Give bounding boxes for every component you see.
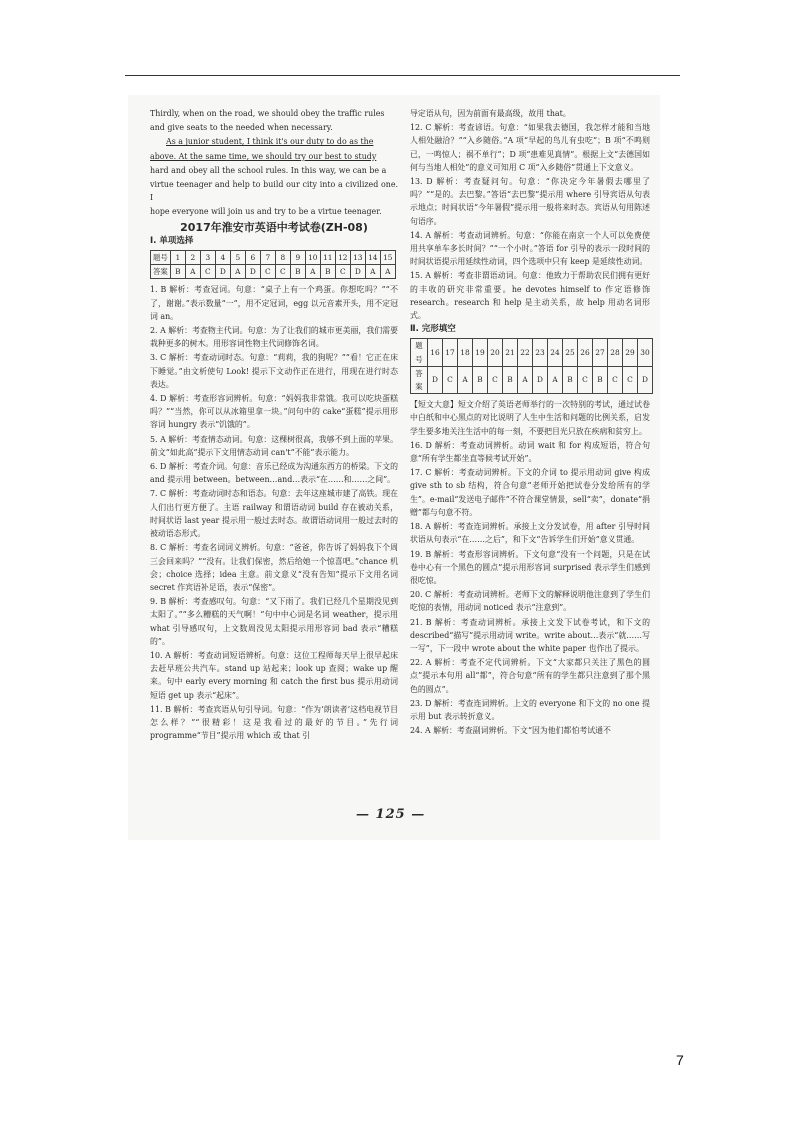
answer-cell: D <box>245 265 260 279</box>
answer-table-2 <box>410 338 653 394</box>
question-number: 11 <box>320 251 335 265</box>
right-column <box>410 107 650 738</box>
question-number: 10 <box>305 251 320 265</box>
explanation-item: 22. A 解析：考查不定代词辨析。下文“大家都只关注了黑色的圆点”提示本句用 all“都”，符合句意“所有的学生都只注意到了那个黑色的圆点”。 <box>410 658 650 694</box>
explanation-item: 16. D 解析：考查动词辨析。动词 wait 和 for 构成短语，符合句意“所有学生都坐直等候考试开始”。 <box>410 440 650 464</box>
question-number: 28 <box>608 339 623 366</box>
page-number: 7 <box>676 1052 684 1068</box>
question-number: 7 <box>260 251 275 265</box>
explanation-item: 9. B 解析：考查感叹句。句意：“又下雨了。我们已经几个星期没见到太阳了。”“多么糟糕的天气啊！”句中中心词是名词 weather，提示用 what 引导感叹句，上文数周没见太阳提示用形容词 bad 表示“糟糕的”。 <box>150 597 398 646</box>
essay-line: As a junior student, I think it's our duty to do as the <box>166 137 374 147</box>
explanation-item: 5. A 解析：考查情态动词。句意：这棵树很高，我够不到上面的苹果。前文“如此高”提示下文用情态动词 can't“不能”表示能力。 <box>150 434 398 457</box>
question-number: 8 <box>275 251 290 265</box>
answer-cell: C <box>335 265 350 279</box>
question-number: 25 <box>563 339 578 366</box>
explanation-item: 14. A 解析：考查动词辨析。句意：“你能在南京一个人可以免费使用共享单车多长时间？”“一个小时。”答语 for 引导的表示一段时间的时间状语提示用延续性动词，四个选项中只有 keep 是延续性动词。 <box>410 230 650 267</box>
answer-cell: C <box>578 366 593 393</box>
essay-line: virtue teenager and help to build our city into a civilized one. I <box>150 180 398 203</box>
explanation-item: 8. C 解析：考查名词词义辨析。句意：“爸爸，你告诉了妈妈我下个周三会回来吗？”“没有。让我们保密，然后给她一个惊喜吧。”chance 机会；choice 选择；idea 主意。前文意义“没有告知”提示下文用名词 secret 作宾语补足语，表示“保密”。 <box>150 543 398 592</box>
question-number: 4 <box>215 251 230 265</box>
question-number: 5 <box>230 251 245 265</box>
answer-cell: A <box>518 366 533 393</box>
explanation-item: 13. D 解析：考查疑问句。句意：“你决定今年暑假去哪里了吗？”“是的。去巴黎。”答语“去巴黎”提示用 where 引导宾语从句表示地点；时间状语“今年暑假”提示用一般将来时态。宾语从句用陈述句语序。 <box>410 177 650 226</box>
question-number: 17 <box>443 339 458 366</box>
answer-table-1 <box>150 250 396 279</box>
question-number: 15 <box>380 251 395 265</box>
explanation-item: 12. C 解析：考查谚语。句意：“如果我去德国，我怎样才能和当地人相处融洽？”“入乡随俗。”A 项“早起的鸟儿有虫吃”；B 项“不鸣则已，一鸣惊人；祸不单行”；D 项“患难见真情”。根据上文“去德国如何与当地人相处”的意义可知用 C 项“入乡随俗”贯通上下文意义。 <box>410 123 650 172</box>
question-number: 13 <box>350 251 365 265</box>
answer-cell: B <box>563 366 578 393</box>
explanation-item: 3. C 解析：考查动词时态。句意：“莉莉，我的狗呢？”“看！它正在床下睡觉。”由文析使句 Look! 提示下文动作正在进行，用现在进行时态表达。 <box>150 353 398 389</box>
table-header-answer: 答案 <box>411 366 428 393</box>
question-number: 30 <box>638 339 653 366</box>
answer-cell: A <box>380 265 395 279</box>
explanation-item: 21. B 解析：考查动词辨析。承接上文发下试卷考试，和下文的 described“描写”提示用动词 write。write about…表示“就……写一写”，下一段中 wrote about the white paper 也作出了提示。 <box>410 617 650 653</box>
explanation-item: 17. C 解析：考查动词辨析。下文的介词 to 提示用动词 give 构成 give sth to sb 结构，符合句意“老师开始把试卷分发给所有的学生”。e-mail“发送电子邮件”不符合课堂情景，sell“卖”，donate“捐赠”都与句意不符。 <box>410 468 650 517</box>
question-number: 3 <box>200 251 215 265</box>
essay-line: above. At the same time, we should try our best to study <box>150 151 377 161</box>
answer-cell: D <box>428 366 443 393</box>
explanation-item: 10. A 解析：考查动词短语辨析。句意：这位工程师每天早上很早起床去赶早班公共汽车。stand up 站起来；look up 查阅；wake up 醒来。句中 early every morning 和 catch the first bus 提示用动词短语 get up 表示“起床”。 <box>150 650 398 700</box>
answer-cell: B <box>473 366 488 393</box>
question-number: 20 <box>488 339 503 366</box>
explanation-item: 1. B 解析：考查冠词。句意：“桌子上有一个鸡蛋。你想吃吗？”“不了，谢谢。”表示数量“一”，用不定冠词，egg 以元音素开头，用不定冠词 an。 <box>150 285 398 321</box>
answer-cell: D <box>638 366 653 393</box>
answer-cell: A <box>185 265 200 279</box>
explanation-item: 6. D 解析：考查介词。句意：音乐已经成为沟通东西方的桥梁。下文的 and 提示用 between。between…and…表示“在……和……之间”。 <box>150 462 398 485</box>
explanation-item: 4. D 解析：考查形容词辨析。句意：“妈妈我非常饿。我可以吃块蛋糕吗？”“当然，你可以从冰箱里拿一块。”问句中的 cake“蛋糕”提示用形容词 hungry 表示“饥饿的”。 <box>150 394 398 430</box>
question-number: 1 <box>170 251 185 265</box>
answer-cell: D <box>533 366 548 393</box>
explanation-item: 18. A 解析：考查连词辨析。承接上文分发试卷，用 after 引导时间状语从句表示“在……之后”，和下文“告诉学生们开始”意义贯通。 <box>410 522 650 545</box>
answer-cell: B <box>320 265 335 279</box>
exam-title: 2017年淮安市英语中考试卷(ZH-08) <box>180 220 368 234</box>
essay-line: and give seats to the needed when necessary. <box>150 123 333 133</box>
question-number: 6 <box>245 251 260 265</box>
explanation-item: 11. B 解析：考查宾语从句引导词。句意：“作为‘朗读者’这档电视节目怎么样？”“很精彩！这是我看过的最好的节目。”先行词 programme“节目”提示用 which 或 that 引 <box>150 704 398 741</box>
answer-cell: B <box>170 265 185 279</box>
answer-cell: B <box>593 366 608 393</box>
question-number: 24 <box>548 339 563 366</box>
question-number: 19 <box>473 339 488 366</box>
question-number: 14 <box>365 251 380 265</box>
answer-cell: C <box>608 366 623 393</box>
answer-cell: A <box>305 265 320 279</box>
table-header-number: 题号 <box>151 251 171 265</box>
section-heading-cloze: Ⅱ. 完形填空 <box>410 324 456 335</box>
answer-cell: A <box>548 366 563 393</box>
answer-cell: A <box>230 265 245 279</box>
answer-cell: D <box>350 265 365 279</box>
answer-cell: C <box>275 265 290 279</box>
answer-cell: C <box>200 265 215 279</box>
answer-cell: C <box>443 366 458 393</box>
explanation-item: 7. C 解析：考查动词时态和语态。句意：去年这座城市建了高铁。现在人们出行更方便了。主语 railway 和谓语动词 build 存在被动关系，时间状语 last year 提示用一般过去时态。故谓语动词用一般过去时的被动语态形式。 <box>150 489 398 539</box>
explanation-item: 24. A 解析：考查副词辨析。下文“因为他们都怕考试通不 <box>410 726 611 736</box>
answer-cell: B <box>290 265 305 279</box>
answer-cell: D <box>215 265 230 279</box>
essay-line: Thirdly, when on the road, we should obey the traffic rules <box>150 109 385 118</box>
left-column <box>150 107 398 743</box>
inner-page-number: — 125 — <box>356 807 426 822</box>
essay-line: hope everyone will join us and try to be a virtue teenager. <box>150 207 382 217</box>
answer-cell: B <box>503 366 518 393</box>
scanned-answer-page <box>128 95 660 840</box>
explanation-item: 导定语从句，因为前面有最高级，故用 that。 <box>410 109 571 118</box>
answer-cell: C <box>260 265 275 279</box>
answer-cell: C <box>488 366 503 393</box>
question-number: 27 <box>593 339 608 366</box>
passage-summary: 【短文大意】短文介绍了英语老师举行的一次特别的考试，通过试卷中白纸和中心黑点的对比说明了人生中生活和问题的比例关系，启发学生要多地关注生活中的每一刻，不要把目光只放在疾病和贫穷上。 <box>410 400 650 436</box>
table-header-answer: 答案 <box>151 265 171 279</box>
question-number: 21 <box>503 339 518 366</box>
table-header-number: 题号 <box>411 339 428 366</box>
explanation-item: 19. B 解析：考查形容词辨析。下文句意“没有一个问题，只是在试卷中心有一个黑色的圆点”提示用形容词 surprised 表示学生们感到很吃惊。 <box>410 549 650 585</box>
section-heading-single-choice: Ⅰ. 单项选择 <box>150 235 194 246</box>
question-number: 22 <box>518 339 533 366</box>
question-number: 29 <box>623 339 638 366</box>
explanation-item: 15. A 解析：考查非谓语动词。句意：他致力于帮助农民们拥有更好的丰收的研究非常重要。he devotes himself to 作定语修饰 research。research 和 help 是主动关系，故 help 用动名词形式。 <box>410 271 650 321</box>
explanation-item: 2. A 解析：考查物主代词。句意：为了让我们的城市更美丽，我们需要栽种更多的树木。用形容词性物主代词修饰名词。 <box>150 326 398 349</box>
question-number: 26 <box>578 339 593 366</box>
explanation-item: 23. D 解析：考查连词辨析。上文的 everyone 和下文的 no one 提示用 but 表示转折意义。 <box>410 698 650 721</box>
question-number: 18 <box>458 339 473 366</box>
header-rule <box>125 75 680 76</box>
answer-cell: C <box>623 366 638 393</box>
question-number: 12 <box>335 251 350 265</box>
explanation-item: 20. C 解析：考查动词辨析。老师下文的解释说明他注意到了学生们吃惊的表情，用动词 noticed 表示“注意到”。 <box>410 590 650 613</box>
question-number: 23 <box>533 339 548 366</box>
question-number: 16 <box>428 339 443 366</box>
question-number: 9 <box>290 251 305 265</box>
answer-cell: A <box>365 265 380 279</box>
question-number: 2 <box>185 251 200 265</box>
answer-cell: A <box>458 366 473 393</box>
essay-line: hard and obey all the school rules. In this way, we can be a <box>150 165 387 175</box>
